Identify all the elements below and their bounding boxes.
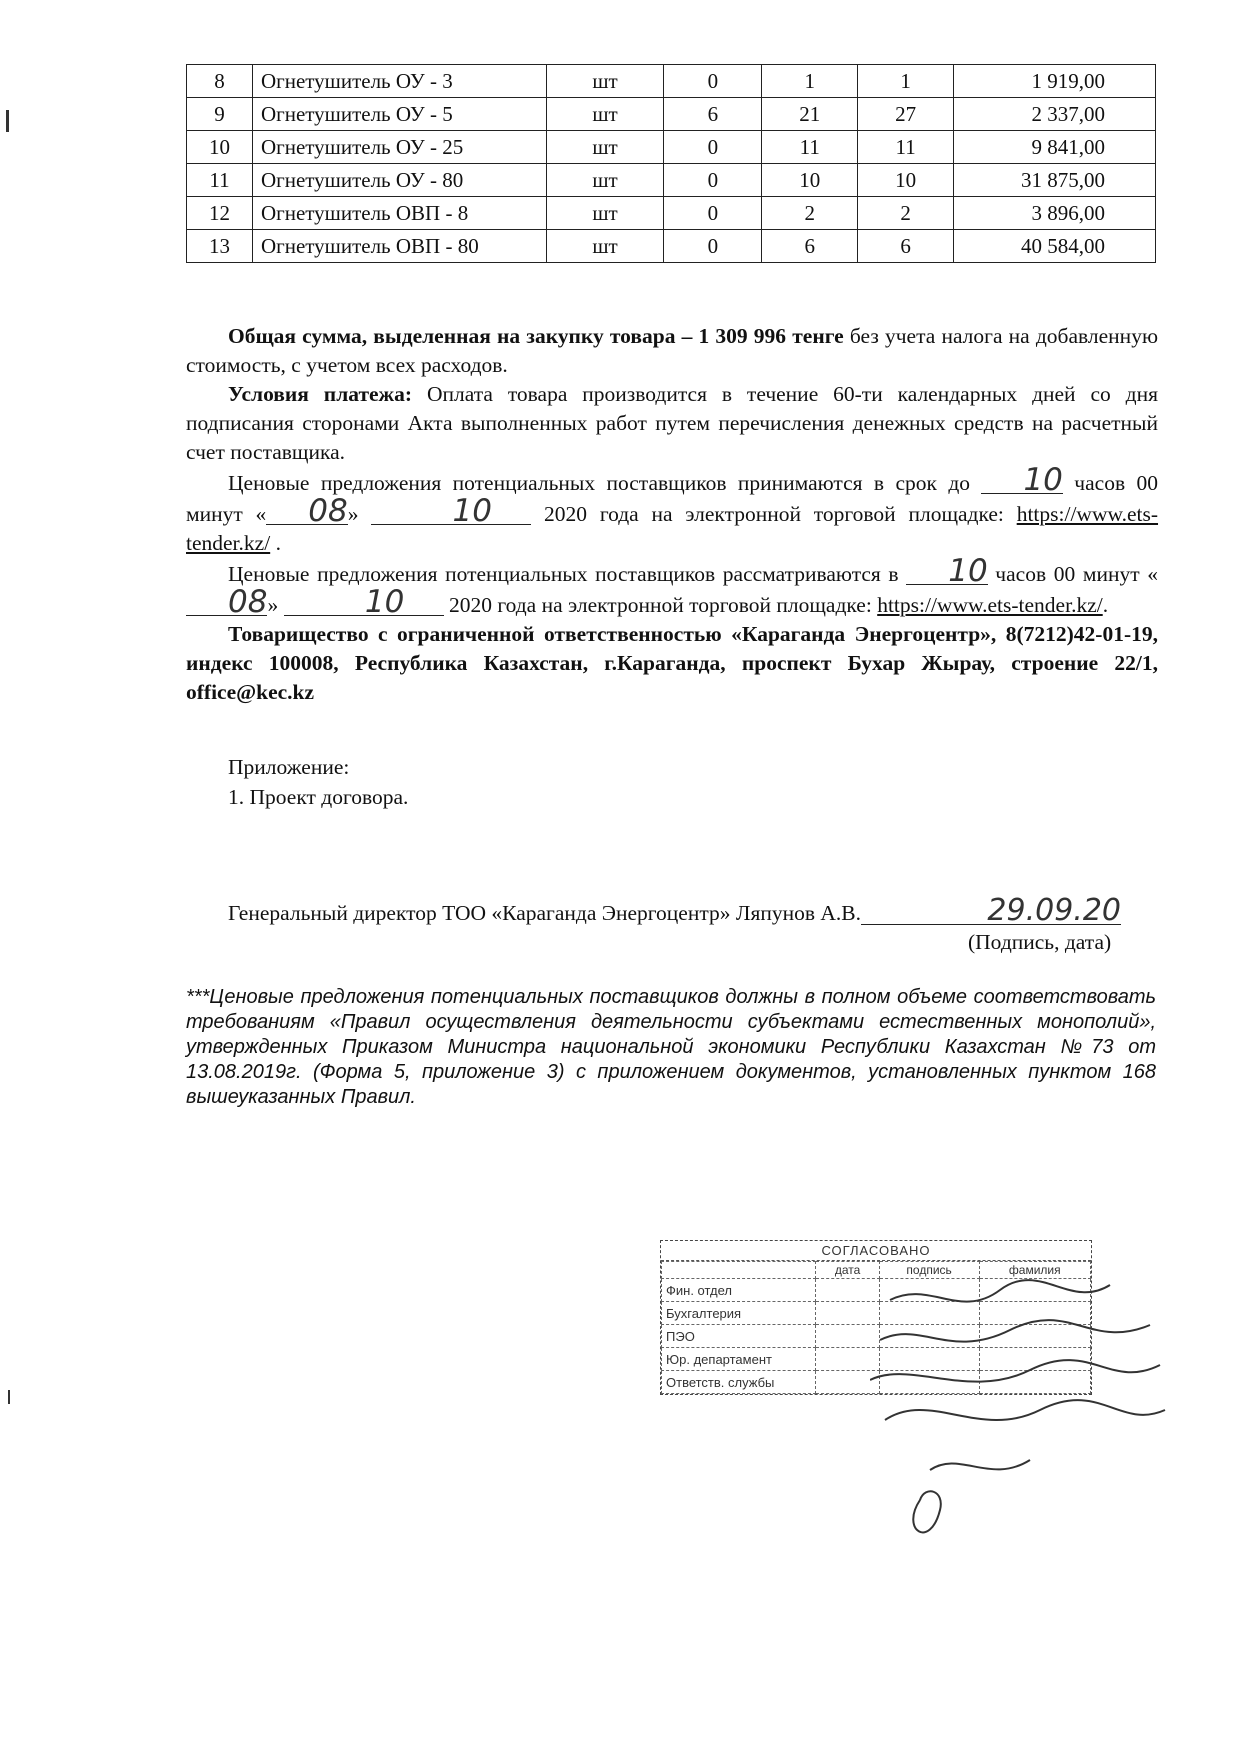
item-qty-2: 10 — [762, 164, 858, 197]
item-unit: шт — [546, 65, 664, 98]
review-month-handwritten: 10 — [284, 589, 444, 616]
item-unit: шт — [546, 230, 664, 263]
appendix-item: 1. Проект договора. — [228, 785, 409, 809]
item-name: Огнетушитель ОВП - 80 — [252, 230, 546, 263]
item-price: 3 896,00 — [954, 197, 1156, 230]
accept-month-handwritten: 10 — [371, 498, 531, 525]
item-qty-1: 0 — [664, 131, 762, 164]
appendix — [228, 752, 408, 812]
company-details: Товарищество с ограниченной ответственностью «Караганда Энергоцентр», 8(7212)42-01-19, индекс 100008, Республика Казахстан, г.Караганда, проспект Бухар Жырау, строение 22/1, office@kec.kz — [186, 622, 1158, 704]
row-number: 11 — [187, 164, 253, 197]
item-qty-2: 1 — [762, 65, 858, 98]
row-number: 8 — [187, 65, 253, 98]
item-qty-2: 2 — [762, 197, 858, 230]
review-text-1: Ценовые предложения потенциальных поставщиков рассматриваются в — [228, 562, 907, 586]
review-text-3: » — [267, 593, 284, 617]
item-qty-2: 6 — [762, 230, 858, 263]
item-qty-1: 0 — [664, 65, 762, 98]
total-rest: без учета налога на добавленную стоимость, с учетом всех расходов. — [186, 324, 1158, 377]
payment-label: Условия платежа: — [228, 382, 413, 406]
signature-stroke-4 — [885, 1400, 1165, 1420]
item-qty-1: 0 — [664, 230, 762, 263]
item-qty-1: 6 — [664, 98, 762, 131]
director-text: Генеральный директор ТОО «Караганда Энергоцентр» Ляпунов А.В. — [228, 901, 862, 925]
item-unit: шт — [546, 164, 664, 197]
item-qty-2: 21 — [762, 98, 858, 131]
item-qty-3: 10 — [858, 164, 954, 197]
review-text-4: 2020 года на электронной торговой площадке: — [443, 593, 878, 617]
item-qty-3: 1 — [858, 65, 954, 98]
body-text — [186, 322, 1158, 707]
review-hour-handwritten: 10 — [906, 558, 987, 585]
handwritten-signatures — [870, 1270, 1170, 1550]
item-qty-1: 0 — [664, 197, 762, 230]
stamp-department: ПЭО — [662, 1325, 816, 1348]
payment-text: Оплата товара производится в течение 60-ти календарных дней со дня подписания сторонами Акта выполненных работ путем перечисления денежных средств на расчетный счет поставщика. — [186, 382, 1158, 464]
review-text-2: часов 00 минут « — [987, 562, 1158, 586]
accept-text-3: » — [347, 502, 372, 526]
table-row — [187, 65, 1156, 98]
stamp-department: Фин. отдел — [662, 1279, 816, 1302]
item-name: Огнетушитель ОУ - 80 — [252, 164, 546, 197]
review-day-handwritten: 08 — [186, 589, 267, 616]
stamp-department: Бухгалтерия — [662, 1302, 816, 1325]
director-signature-date: 29.09.20 — [861, 898, 1121, 925]
signature-stroke-1 — [890, 1280, 1110, 1302]
table-row — [187, 164, 1156, 197]
item-qty-2: 11 — [762, 131, 858, 164]
stamp-department: Юр. департамент — [662, 1348, 816, 1371]
review-paragraph — [186, 553, 1158, 620]
item-name: Огнетушитель ОУ - 3 — [252, 65, 546, 98]
accept-text-2: часов 00 минут « — [186, 471, 1158, 526]
item-price: 40 584,00 — [954, 230, 1156, 263]
signature-stroke-3 — [870, 1360, 1160, 1382]
stamp-col-surname: фамилия — [979, 1262, 1090, 1279]
item-unit: шт — [546, 131, 664, 164]
item-price: 9 841,00 — [954, 131, 1156, 164]
footnote: ***Ценовые предложения потенциальных поставщиков должны в полном объеме соответствовать требованиям «Правил осуществления деятельности субъектами естественных монополий», утвержденных Приказом Министра национальной экономики Республики Казахстан №73 от 13.08.2019г. (Форма 5, приложение 3) с приложением документов, установленных пунктом 168 вышеуказанных Правил. — [186, 986, 1156, 1108]
accept-link[interactable]: https://www.ets-tender.kz/ — [186, 502, 1159, 555]
row-number: 13 — [187, 230, 253, 263]
signature-stroke-6 — [913, 1491, 941, 1532]
accept-hour-handwritten: 10 — [981, 467, 1062, 494]
stamp-col-signature: подпись — [879, 1262, 979, 1279]
row-number: 9 — [187, 98, 253, 131]
item-price: 1 919,00 — [954, 65, 1156, 98]
review-text-5: . — [1102, 593, 1109, 617]
stamp-col-empty — [662, 1262, 816, 1279]
accept-text-4: 2020 года на электронной торговой площадке: — [531, 502, 1017, 526]
items-table — [186, 64, 1156, 263]
review-link[interactable]: https://www.ets-tender.kz/ — [877, 593, 1103, 617]
item-name: Огнетушитель ОУ - 5 — [252, 98, 546, 131]
total-amount-bold: Общая сумма, выделенная на закупку товара – 1 309 996 тенге — [228, 324, 844, 348]
row-number: 12 — [187, 197, 253, 230]
director-line — [228, 893, 1122, 928]
table-row — [187, 230, 1156, 263]
table-row — [187, 197, 1156, 230]
item-qty-3: 6 — [858, 230, 954, 263]
item-qty-3: 2 — [858, 197, 954, 230]
scan-edge-mark — [6, 110, 9, 132]
stamp-title: СОГЛАСОВАНО — [661, 1241, 1091, 1261]
item-qty-3: 11 — [858, 131, 954, 164]
item-qty-1: 0 — [664, 164, 762, 197]
total-paragraph — [186, 322, 1158, 380]
stamp-department: Ответств. службы — [662, 1371, 816, 1394]
accept-paragraph — [186, 462, 1159, 558]
item-unit: шт — [546, 98, 664, 131]
signature-stroke-2 — [880, 1320, 1150, 1342]
table-row — [187, 98, 1156, 131]
stamp-col-date: дата — [816, 1262, 879, 1279]
accept-text-1: Ценовые предложения потенциальных поставщиков принимаются в срок до — [228, 471, 982, 495]
item-price: 2 337,00 — [954, 98, 1156, 131]
accept-day-handwritten: 08 — [266, 498, 347, 525]
item-name: Огнетушитель ОВП - 8 — [252, 197, 546, 230]
item-unit: шт — [546, 197, 664, 230]
payment-paragraph — [186, 380, 1158, 467]
item-price: 31 875,00 — [954, 164, 1156, 197]
item-name: Огнетушитель ОУ - 25 — [252, 131, 546, 164]
item-qty-3: 27 — [858, 98, 954, 131]
signature-caption: (Подпись, дата) — [968, 930, 1112, 954]
signature-stroke-5 — [930, 1460, 1030, 1470]
appendix-title: Приложение: — [228, 755, 350, 779]
scan-edge-mark — [8, 1390, 10, 1404]
accept-text-5: . — [270, 531, 281, 555]
table-row — [187, 131, 1156, 164]
row-number: 10 — [187, 131, 253, 164]
